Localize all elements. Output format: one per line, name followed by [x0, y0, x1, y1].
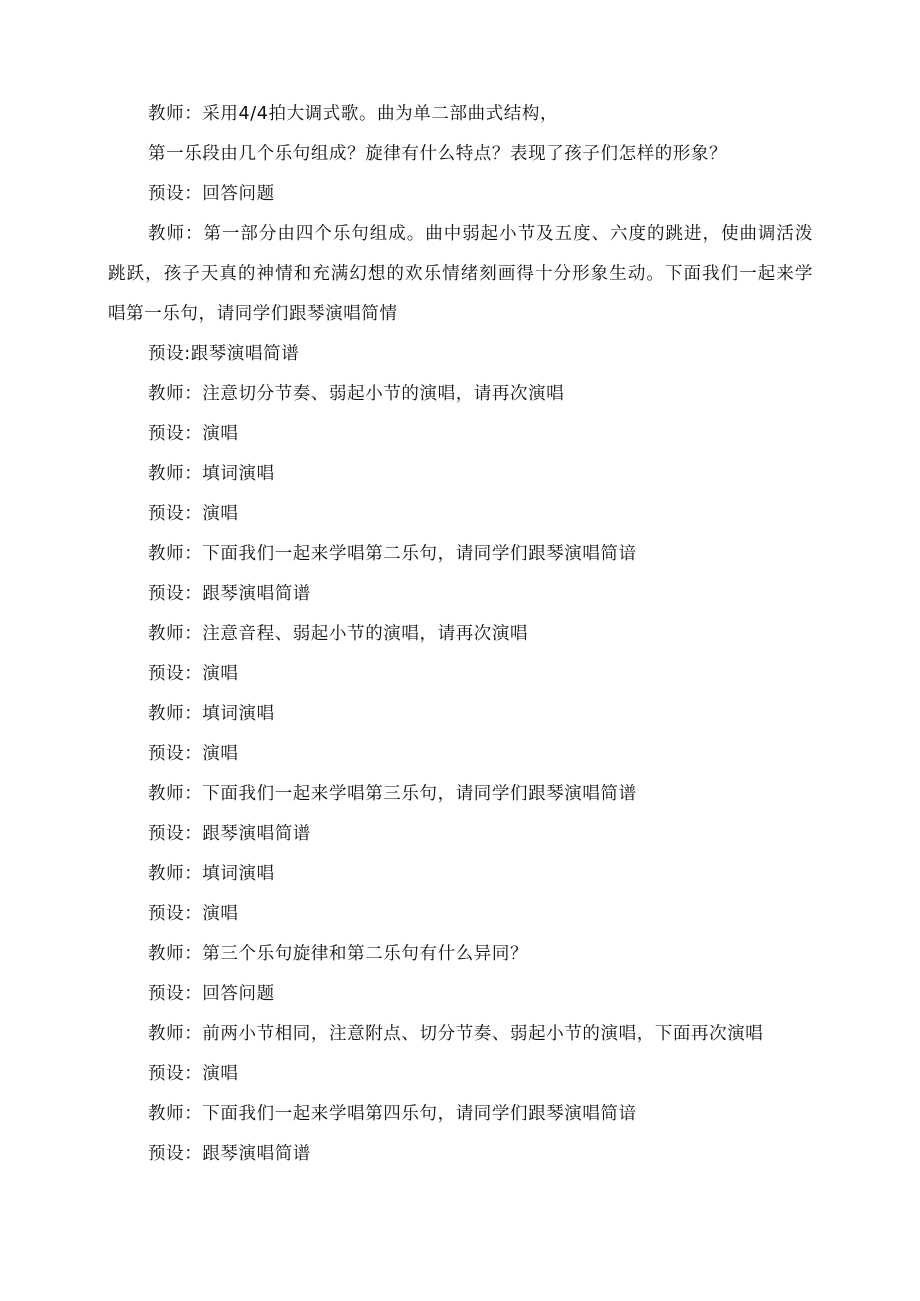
paragraph: 教师：第一部分由四个乐句组成。曲中弱起小节及五度、六度的跳进，使曲调活泼跳跃，孩子天真的神情和充满幻想的欢乐情绪刻画得十分形象生动。下面我们一起来学唱第一乐句，请同学们跟琴演唱简情: [108, 224, 813, 324]
paragraph: 教师：采用4/4拍大调式歌。曲为单二部曲式结构，: [148, 104, 559, 124]
paragraph: 教师：填词演唱: [148, 864, 275, 884]
paragraph: 预设：演唱: [148, 744, 239, 764]
paragraph: 教师：下面我们一起来学唱第三乐句，请同学们跟琴演唱简谱: [148, 784, 637, 804]
paragraph: 预设：演唱: [148, 424, 239, 444]
paragraph: 预设：演唱: [148, 904, 239, 924]
paragraph: 预设：跟琴演唱简谱: [148, 1144, 311, 1164]
paragraph: 教师：前两小节相同，注意附点、切分节奏、弱起小节的演唱，下面再次演唱: [148, 1024, 764, 1044]
paragraph: 教师：填词演唱: [148, 464, 275, 484]
paragraph: 预设：回答问题: [148, 984, 275, 1004]
paragraph: 教师：第三个乐句旋律和第二乐句有什么异同？: [148, 944, 529, 964]
paragraph: 预设：演唱: [148, 504, 239, 524]
paragraph: 教师：下面我们一起来学唱第四乐句，请同学们跟琴演唱简谙: [148, 1104, 637, 1124]
paragraph: 预设：回答问题: [148, 184, 275, 204]
document-body: [108, 94, 813, 1174]
paragraph: 预设：跟琴演唱简谱: [148, 584, 311, 604]
paragraph: 预设:跟琴演唱简谱: [148, 344, 300, 364]
paragraph: 教师：注意切分节奏、弱起小节的演唱，请再次演唱: [148, 384, 565, 404]
paragraph: 教师：注意音程、弱起小节的演唱，请再次演唱: [148, 624, 529, 644]
paragraph: 预设：演唱: [148, 1064, 239, 1084]
paragraph: 预设：演唱: [148, 664, 239, 684]
paragraph: 教师：下面我们一起来学唱第二乐句，请同学们跟琴演唱简谙: [148, 544, 637, 564]
paragraph: 预设：跟琴演唱简谱: [148, 824, 311, 844]
paragraph: 教师：填词演唱: [148, 704, 275, 724]
paragraph: 第一乐段由几个乐句组成？旋律有什么特点？表现了孩子们怎样的形象？: [148, 144, 728, 164]
